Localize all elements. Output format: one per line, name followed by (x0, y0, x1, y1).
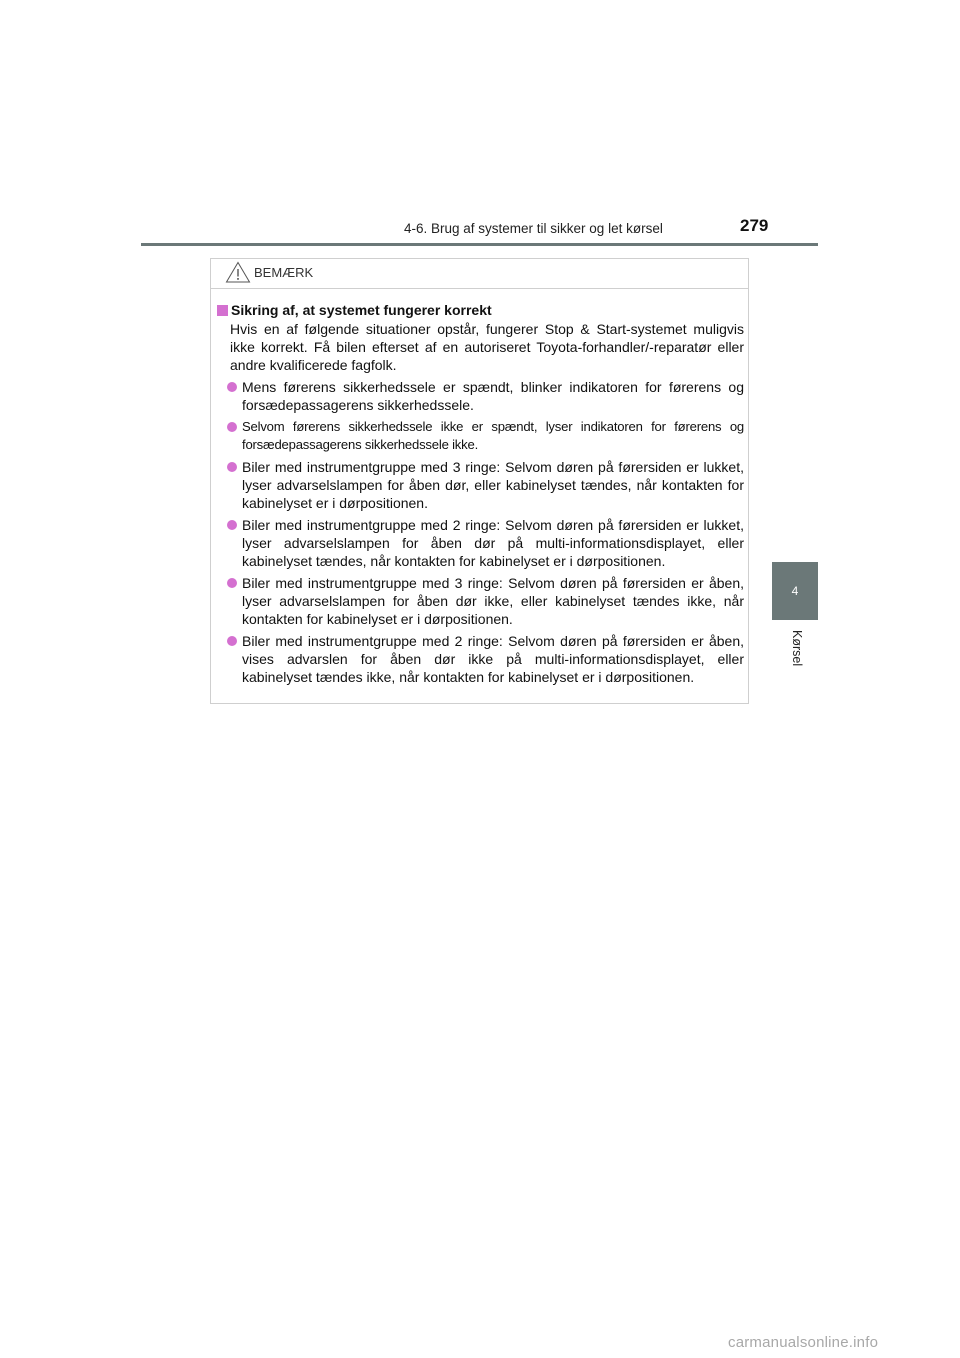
bullet-dot-icon (227, 382, 237, 392)
list-item (217, 516, 744, 570)
list-item-text: Mens førerens sikkerhedssele er spændt, blinker indikatoren for førerens og forsædepassagerens sikkerhedssele. (242, 379, 744, 413)
warning-triangle-icon (225, 261, 251, 283)
page-number: 279 (740, 216, 769, 235)
list-item (217, 418, 744, 454)
bullet-dot-icon (227, 636, 237, 646)
list-item-text: Biler med instrumentgruppe med 2 ringe: Selvom døren på førersiden er åben, vises advarslen for åben dør ikke på multi-informationsdisplayet, eller kabinelyset tændes ikke, når kontakten for kabinelyset er i dørpositionen. (242, 633, 744, 685)
list-item (217, 458, 744, 512)
list-item (217, 632, 744, 686)
header-title: 4-6. Brug af systemer til sikker og let kørsel (404, 221, 663, 236)
list-item (217, 378, 744, 414)
note-header (211, 259, 748, 289)
bullet-dot-icon (227, 578, 237, 588)
section-title (217, 301, 744, 319)
note-body (217, 301, 744, 690)
chapter-label: Kørsel (790, 630, 804, 667)
bullet-dot-icon (227, 462, 237, 472)
intro-paragraph: Hvis en af følgende situationer opstår, fungerer Stop & Start-systemet muligvis ikke korrekt. Få bilen efterset af en autoriseret Toyota-forhandler/-reparatør eller andre kvalificerede fagfolk. (230, 321, 744, 373)
square-bullet-icon (217, 305, 228, 316)
bullet-list (217, 378, 744, 686)
list-item-text: Selvom førerens sikkerhedssele ikke er spændt, lyser indikatoren for førerens og forsædepassagerens sikkerhedssele ikke. (242, 419, 744, 452)
chapter-number: 4 (791, 584, 799, 598)
list-item-text: Biler med instrumentgruppe med 3 ringe: Selvom døren på førersiden er lukket, lyser advarselslampen for åben dør, eller kabinelyset tændes, når kontakten for kabinelyset er i dørpositionen. (242, 459, 744, 511)
section-title-text: Sikring af, at systemet fungerer korrekt (231, 302, 492, 318)
list-item-text: Biler med instrumentgruppe med 2 ringe: Selvom døren på førersiden er lukket, lyser advarselslampen for åben dør på multi-informationsdisplayet, eller kabinelyset tændes, når kontakten for kabinelyset er i dørpositionen. (242, 517, 744, 569)
list-item (217, 574, 744, 628)
bullet-dot-icon (227, 422, 237, 432)
chapter-tab[interactable] (772, 562, 818, 620)
bullet-dot-icon (227, 520, 237, 530)
note-box (210, 258, 749, 704)
watermark[interactable]: carmanualsonline.info (728, 1334, 879, 1351)
note-label: BEMÆRK (254, 265, 314, 280)
header-rule (141, 243, 818, 246)
list-item-text: Biler med instrumentgruppe med 3 ringe: Selvom døren på førersiden er åben, lyser advarselslampen for åben dør ikke, eller kabinelyset tændes ikke, når kontakten for kabinelyset er i dørpositionen. (242, 575, 744, 627)
